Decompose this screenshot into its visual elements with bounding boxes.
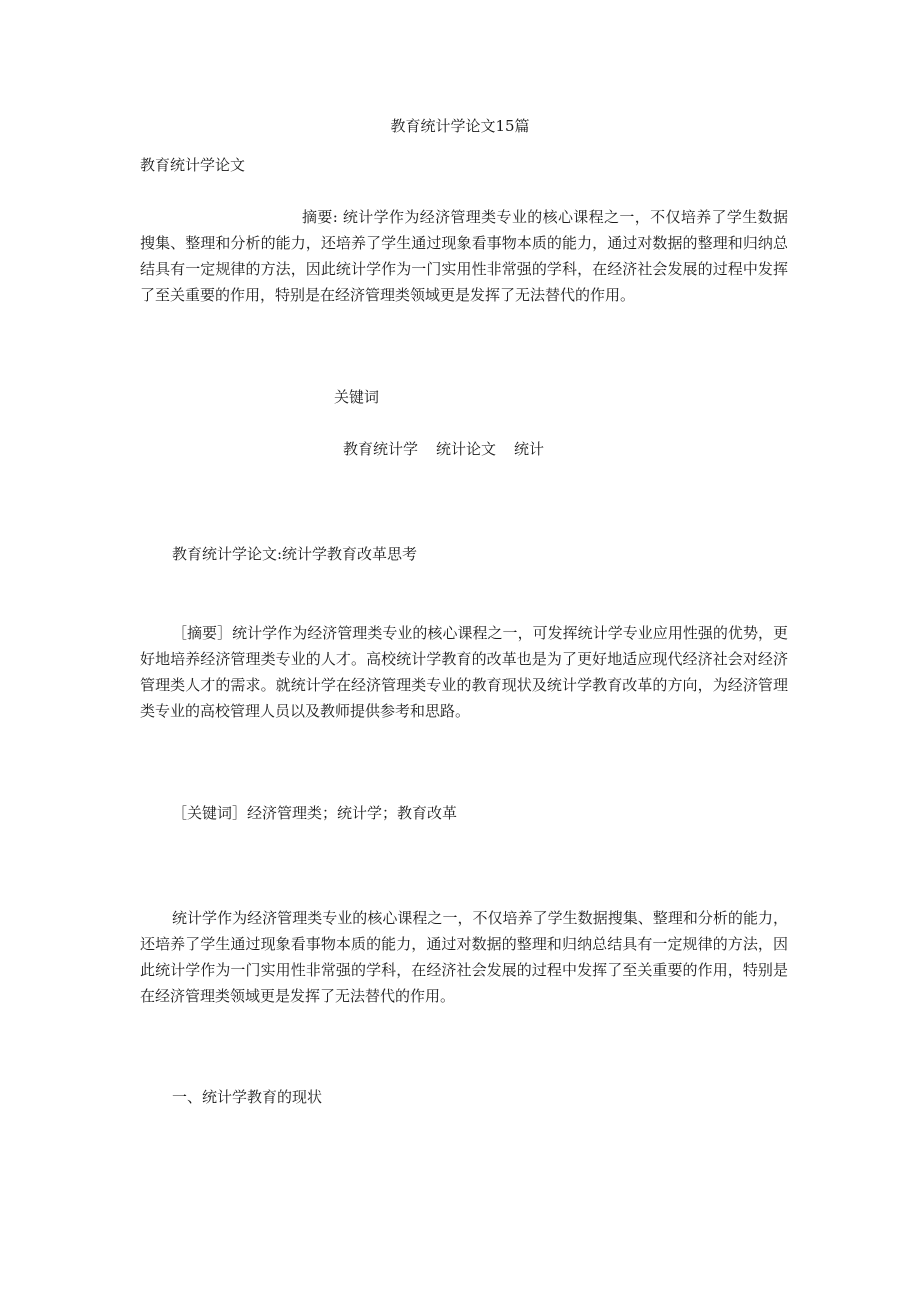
paper-keywords: ［关键词］经济管理类；统计学；教育改革 [172,804,458,822]
keywords-heading: 关键词 [334,388,380,406]
paper-title: 教育统计学论文:统计学教育改革思考 [172,545,418,563]
keyword-list [343,439,544,459]
keyword-item[interactable]: 统计论文 [436,440,497,458]
page-title: 教育统计学论文15篇 [390,117,530,135]
section-heading: 一、统计学教育的现状 [172,1088,323,1106]
section-label: 教育统计学论文 [140,156,246,174]
keyword-item[interactable]: 教育统计学 [343,440,419,458]
paper-body-paragraph: 统计学作为经济管理类专业的核心课程之一，不仅培养了学生数据搜集、整理和分析的能力，还培养了学生通过现象看事物本质的能力，通过对数据的整理和归纳总结具有一定规律的方法，因此统计学作为一门实用性非常强的学科，在经济社会发展的过程中发挥了至关重要的作用，特别是在经济管理类领域更是发挥了无法替代的作用。 [140,909,788,1005]
paper-abstract: ［摘要］统计学作为经济管理类专业的核心课程之一，可发挥统计学专业应用性强的优势，更好地培养经济管理类专业的人才。高校统计学教育的改革也是为了更好地适应现代经济社会对经济管理类人才的需求。就统计学在经济管理类专业的教育现状及统计学教育改革的方向，为经济管理类专业的高校管理人员以及教师提供参考和思路。 [140,624,788,720]
keyword-item[interactable]: 统计 [514,440,545,458]
abstract-paragraph: 摘要: 统计学作为经济管理类专业的核心课程之一，不仅培养了学生数据搜集、整理和分析的能力，还培养了学生通过现象看事物本质的能力，通过对数据的整理和归纳总结具有一定规律的方法，因此统计学作为一门实用性非常强的学科，在经济社会发展的过程中发挥了至关重要的作用，特别是在经济管理类领域更是发挥了无法替代的作用。 [140,208,788,304]
